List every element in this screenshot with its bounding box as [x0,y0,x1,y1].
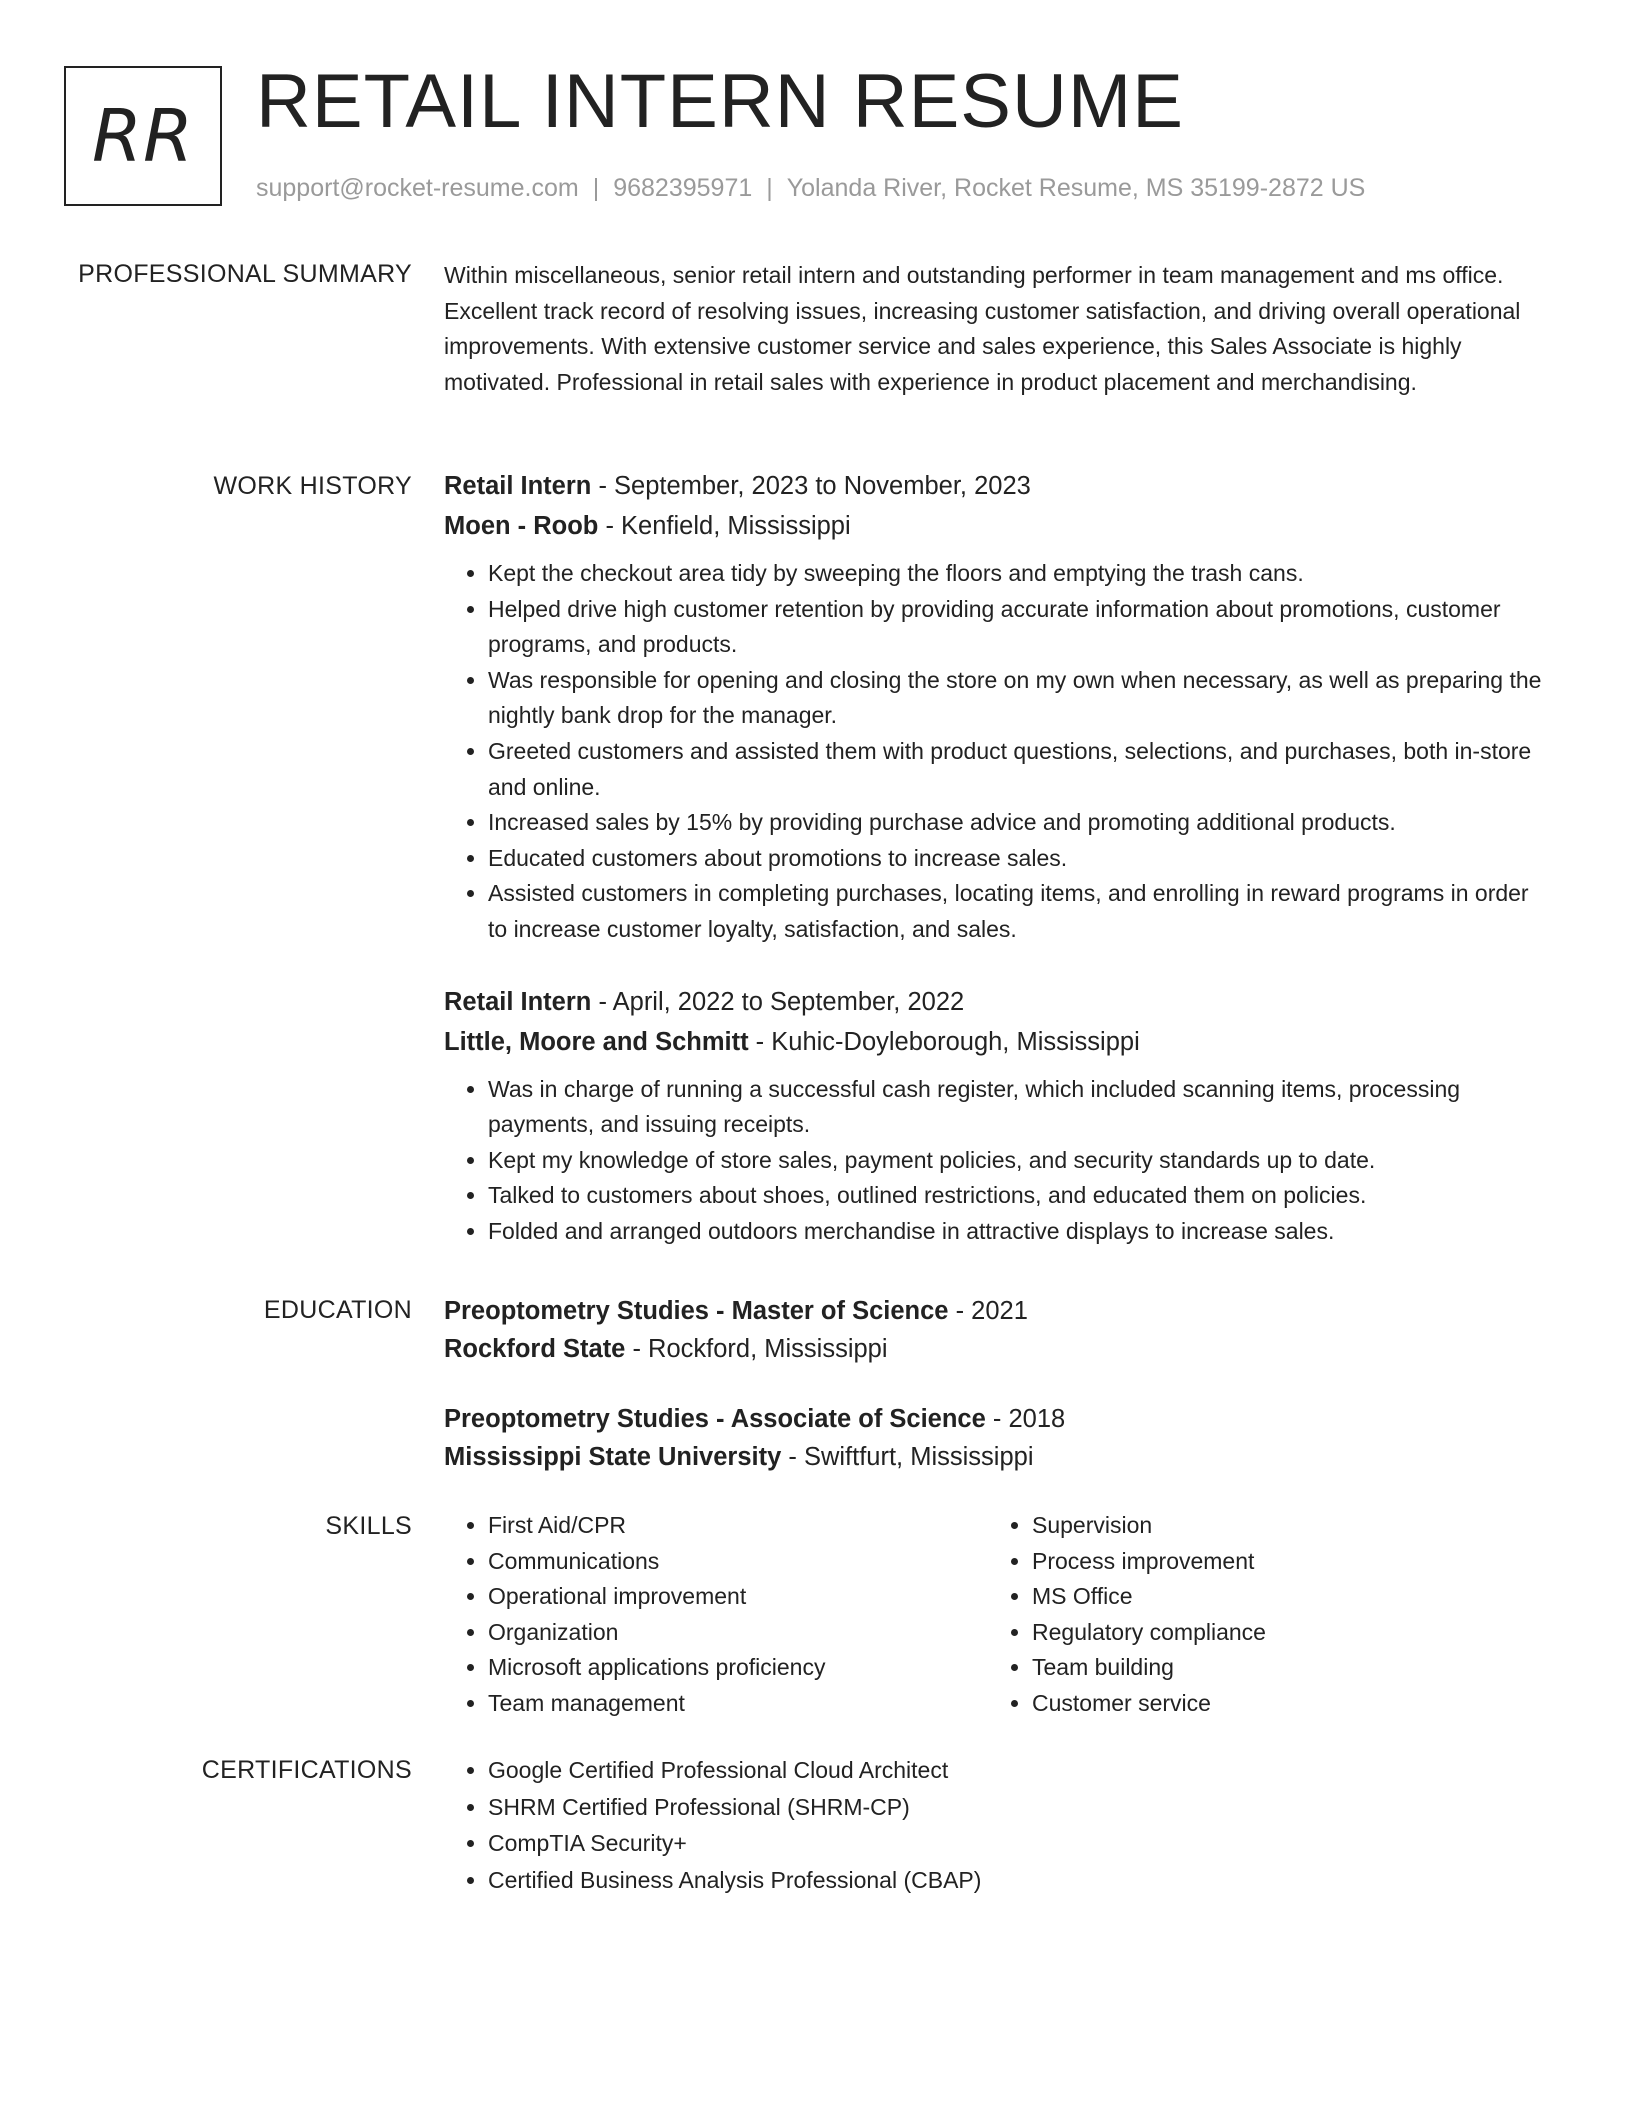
section-education [444,1292,1554,1476]
education-school-line [444,1330,1554,1368]
skill-item: • Customer service [1032,1686,1532,1722]
education-school-line [444,1438,1554,1476]
job-company-line [444,1022,1554,1062]
certification-item: • Google Certified Professional Cloud Architect [488,1752,1554,1789]
contact-email: support@rocket-resume.com [256,174,579,202]
skill-item: • Team building [1032,1650,1532,1686]
education-year: - 2021 [948,1297,1028,1325]
skill-item: • Process improvement [1032,1544,1532,1580]
section-certifications [444,1752,1554,1898]
section-label-skills: SKILLS [325,1512,412,1540]
skills-column-left [444,1508,988,1722]
job-bullet: • Helped drive high customer retention by providing accurate information about promotions, customer programs, and products. [488,592,1554,663]
job-bullets [444,1072,1554,1250]
job-title-line [444,466,1554,506]
certifications-list [444,1752,1554,1898]
job-bullet: • Kept the checkout area tidy by sweeping the floors and emptying the trash cans. [488,556,1554,592]
job-dates: - April, 2022 to September, 2022 [591,987,965,1016]
job-title: Retail Intern [444,472,592,500]
job-bullet: • Was responsible for opening and closing the store on my own when necessary, as well as preparing the nightly bank drop for the manager. [488,663,1554,734]
job-company: Moen - Roob [444,512,599,540]
education-location: - Rockford, Mississippi [625,1335,888,1363]
education-location: - Swiftfurt, Mississippi [781,1443,1034,1471]
job-bullet: • Folded and arranged outdoors merchandise in attractive displays to increase sales. [488,1214,1554,1250]
skill-item: • Team management [488,1686,988,1722]
monogram-logo [64,66,222,206]
skill-item: • Operational improvement [488,1579,988,1615]
section-work-history [444,466,1554,1250]
job-bullets [444,556,1554,948]
section-label-education: EDUCATION [263,1296,412,1324]
job-dates: - September, 2023 to November, 2023 [591,472,1031,500]
skills-grid [444,1508,1554,1722]
skill-item: • Regulatory compliance [1032,1615,1532,1651]
job-location: - Kenfield, Mississippi [598,512,851,540]
section-label-certifications: CERTIFICATIONS [201,1756,412,1784]
job-company-line [444,506,1554,546]
section-summary [444,258,1554,400]
job-bullet: • Kept my knowledge of store sales, payment policies, and security standards up to date. [488,1143,1554,1179]
contact-line [256,172,1365,204]
job-company: Little, Moore and Schmitt [444,1027,749,1056]
job-bullet: • Increased sales by 15% by providing purchase advice and promoting additional products. [488,805,1554,841]
education-entry [444,1292,1554,1368]
skill-item: • First Aid/CPR [488,1508,988,1544]
job-bullet: • Talked to customers about shoes, outlined restrictions, and educated them on policies. [488,1178,1554,1214]
contact-separator: | [592,174,600,202]
certification-item: • SHRM Certified Professional (SHRM-CP) [488,1789,1554,1826]
monogram-initials: RR [91,94,195,178]
contact-address: Yolanda River, Rocket Resume, MS 35199-2872 US [786,174,1366,202]
job-entry [444,466,1554,948]
contact-phone: 9682395971 [613,174,753,202]
education-school: Mississippi State University [444,1443,782,1471]
skill-item: • Communications [488,1544,988,1580]
resume-title: RETAIL INTERN RESUME [256,59,1184,144]
job-entry [444,982,1554,1250]
education-degree: Preoptometry Studies - Master of Science [444,1297,949,1325]
certification-item: • CompTIA Security+ [488,1825,1554,1862]
education-degree: Preoptometry Studies - Associate of Science [444,1405,986,1433]
job-bullet: • Was in charge of running a successful cash register, which included scanning items, processing payments, and issuing receipts. [488,1072,1554,1143]
job-bullet: • Assisted customers in completing purchases, locating items, and enrolling in reward programs in order to increase customer loyalty, satisfaction, and sales. [488,876,1554,947]
contact-separator: | [766,174,773,202]
section-skills [444,1508,1554,1722]
section-label-summary: PROFESSIONAL SUMMARY [78,260,412,288]
certification-item: • Certified Business Analysis Professional (CBAP) [488,1862,1554,1899]
education-school: Rockford State [444,1335,626,1363]
job-title-line [444,982,1554,1022]
education-degree-line [444,1292,1554,1330]
education-entry [444,1400,1554,1476]
education-degree-line [444,1400,1554,1438]
skill-item: • Organization [488,1615,988,1651]
summary-text: Within miscellaneous, senior retail intern and outstanding performer in team management and ms office. Excellent track record of resolving issues, increasing customer satisfaction, and driving overall operational improvements. With extensive customer service and sales experience, this Sales Associate is highly motivated. Professional in retail sales with experience in product placement and merchandising. [444,262,1521,395]
skill-item: • Microsoft applications proficiency [488,1650,988,1686]
job-bullet: • Educated customers about promotions to increase sales. [488,841,1554,877]
skills-column-right [988,1508,1532,1722]
job-bullet: • Greeted customers and assisted them with product questions, selections, and purchases, both in-store and online. [488,734,1554,805]
job-location: - Kuhic-Doyleborough, Mississippi [748,1027,1140,1056]
skill-item: • MS Office [1032,1579,1532,1615]
job-title: Retail Intern [444,987,592,1016]
skill-item: • Supervision [1032,1508,1532,1544]
section-label-work-history: WORK HISTORY [213,472,412,500]
education-year: - 2018 [985,1405,1066,1433]
